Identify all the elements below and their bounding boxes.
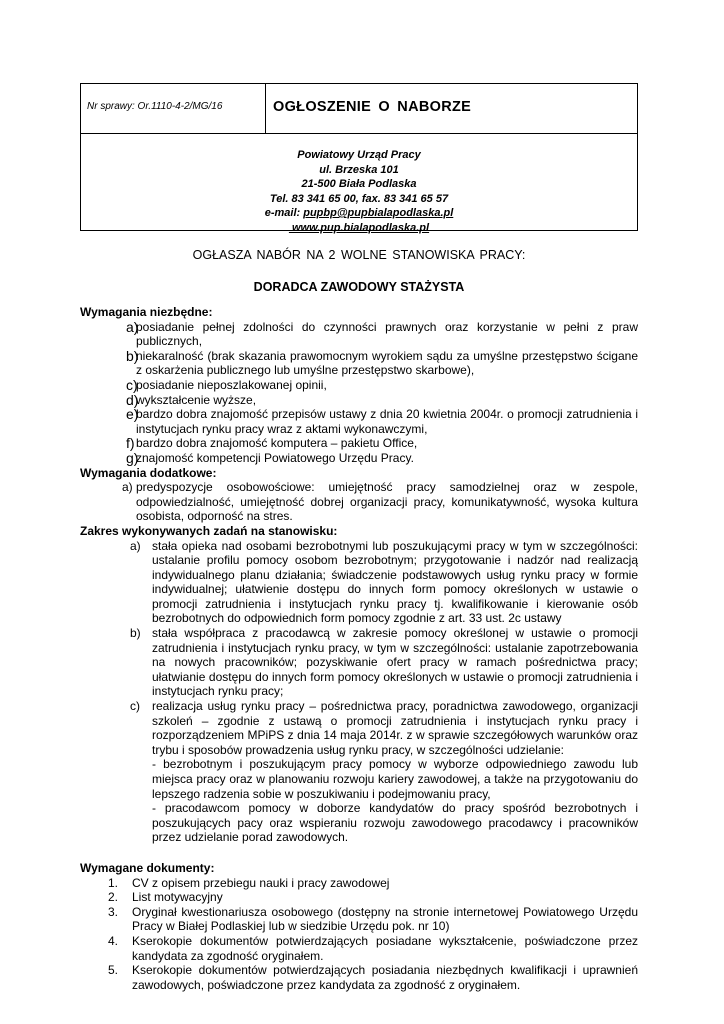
list-item-text: posiadanie nieposzlakowanej opinii, [136, 377, 327, 392]
list-item-text: predyspozycje osobowościowe: umiejętność pracy samodzielnej oraz w zespole, odpowiedzialność, umiejętność dobrej organizacji pracy, komunikatywność, wysoka kultura osobista, odporność na stres. [136, 480, 638, 524]
document-body [80, 305, 638, 992]
list-item [80, 349, 638, 378]
case-number: Nr sprawy: Or.1110-4-2/MG/16 [87, 101, 223, 112]
list-item-text: bardzo dobra znajomość przepisów ustawy z dnia 20 kwietnia 2004r. o promocji zatrudnienia i instytucjach rynku pracy wraz z aktami wykonawczymi, [136, 407, 638, 436]
list-item [80, 378, 638, 393]
list-item-text: bardzo dobra znajomość komputera – pakietu Office, [136, 436, 418, 451]
list-item-label: g) [126, 449, 139, 466]
office-city: 21-500 Biała Podlaska [301, 178, 417, 190]
header-box [80, 83, 638, 234]
list-item-text: posiadanie pełnej zdolności do czynności prawnych oraz korzystanie w pełni z praw publicznych, [136, 319, 638, 349]
list-item-label: 5. [108, 963, 119, 978]
list-item-text: Kserokopie dokumentów potwierdzających posiadania niezbędnych kwalifikacji i uprawnień zawodowych, poświadczone przez kandydata za zgodność z oryginałem. [132, 963, 638, 992]
list-item [80, 963, 638, 992]
list-item [80, 451, 638, 466]
document-title: OGŁOSZENIE O NABORZE [273, 99, 472, 115]
list-item-label: 4. [108, 933, 119, 948]
documents-list [80, 876, 638, 993]
list-item [80, 393, 638, 408]
email-link[interactable]: pupbp@pupbialapodlaska.pl [303, 207, 454, 219]
list-item-text: Oryginał kwestionariusza osobowego (dostępny na stronie internetowej Powiatowego Urzędu Pracy w Białej Podlaskiej lub w siedzibie Urzędu pok. nr 10) [132, 904, 638, 934]
office-address-block [81, 148, 637, 235]
list-item [80, 699, 638, 757]
list-item-text: Kserokopie dokumentów potwierdzających posiadane wykształcenie, poświadczone przez kandydata za zgodność oryginałem. [132, 933, 638, 963]
list-item-label: a) [130, 538, 141, 553]
scope-heading: Zakres wykonywanych zadań na stanowisku: [80, 523, 338, 538]
scope-list [80, 539, 638, 758]
list-item-text: realizacja usług rynku pracy – pośrednictwa pracy, poradnictwa zawodowego, organizacji szkoleń – zgodnie z ustawą o promocji zatrudnienia i instytucjach rynku pracy i rozporządzeniem MPiPS z dnia 14 maja 2014r. z w sprawie szczegółowych warunków oraz trybu i sposobów prowadzenia usług rynku pracy, w szczególności udzielanie: [152, 699, 638, 757]
list-item-label: e) [126, 406, 139, 423]
list-item [80, 407, 638, 436]
requirements-list [80, 320, 638, 466]
website-link[interactable]: www.pup.bialapodlaska.pl [288, 221, 430, 234]
list-item-text: List motywacyjny [132, 890, 223, 905]
list-item [80, 480, 638, 524]
office-name: Powiatowy Urząd Pracy [297, 149, 421, 161]
header-divider-horizontal [81, 133, 637, 134]
list-item-text: niekaralność (brak skazania prawomocnym wyrokiem sądu za umyślne przestępstwo ścigane z oskarżenia publicznego lub umyślne przestępstwo skarbowe), [136, 348, 638, 378]
additional-list [80, 480, 638, 524]
position-title: DORADCA ZAWODOWY STAŻYSTA [253, 280, 465, 294]
scope-sub-list [80, 757, 638, 845]
list-item-text: stała opieka nad osobami bezrobotnymi lub poszukującymi pracy w tym w szczególności: ustalanie profilu pomocy osobom bezrobotnym; przygotowanie i nadzór nad realizacją indywidualnego planu działania; świadczenie podstawowych usług rynku pracy w formie indywidualnej; ułatwienie dostępu do innych form pomocy określonych w ustawie o promocji zatrudnienia i instytucjach rynku pracy tj. kwalifikowanie i kierowanie osób bezrobotnych do odpowiednich form pomocy zgodnie z art. 33 ust. 2c ustawy [152, 538, 638, 626]
list-item-label: c) [130, 699, 140, 714]
list-item [80, 890, 638, 905]
list-item-label: f) [126, 435, 135, 452]
list-item-label: 2. [108, 890, 119, 905]
office-street: ul. Brzeska 101 [319, 163, 399, 176]
list-item-text: stała współpraca z pracodawcą w zakresie pomocy określonej w ustawie o promocji zatrudnienia i instytucjach rynku pracy, w tym w szczególności: ustalanie zapotrzebowania na nowych pracowników; pozyskiwanie ofert pracy w ramach pośrednictwa pracy; ułatwianie dostępu do innych form pomocy określonych w ustawie o promocji zatrudnienia i instytucjach rynku pracy; [152, 626, 638, 699]
scope-sub-item: - pracodawcom pomocy w doborze kandydatów do pracy spośród bezrobotnych i poszukujących pacy oraz wspieraniu rozwoju zawodowego pracodawcy i pracowników przez udzielanie porad zawodowych. [152, 801, 638, 845]
additional-heading: Wymagania dodatkowe: [80, 465, 217, 480]
list-item-text: wykształcenie wyższe, [136, 392, 257, 407]
list-item-label: a) [122, 480, 133, 495]
list-item [80, 436, 638, 451]
list-item [80, 320, 638, 349]
list-item-label: b) [126, 347, 139, 364]
list-item-label: d) [126, 391, 139, 408]
announcement: OGŁASZA NABÓR NA 2 WOLNE STANOWISKA PRACY: [192, 248, 526, 262]
list-item-text: CV z opisem przebiegu nauki i pracy zawodowej [132, 875, 390, 890]
list-item-text: znajomość kompetencji Powiatowego Urzędu Pracy. [136, 450, 414, 465]
email-label: e-mail: [264, 207, 304, 219]
list-item-label: c) [126, 376, 138, 393]
list-item-label: a) [126, 318, 139, 335]
header-divider-vertical [265, 84, 266, 133]
office-email-line [81, 206, 637, 221]
list-item [80, 876, 638, 891]
list-item-label: b) [130, 626, 141, 641]
list-item [80, 934, 638, 963]
list-item [80, 539, 638, 627]
scope-sub-item: - bezrobotnym i poszukującym pracy pomocy w wyborze odpowiedniego zawodu lub miejsca pracy oraz w planowaniu rozwoju kariery zawodowej, a także na przygotowaniu do lepszego radzenia sobie w poszukiwaniu i podejmowaniu pracy, [152, 757, 638, 801]
office-phone: Tel. 83 341 65 00, fax. 83 341 65 57 [269, 192, 449, 205]
list-item-label: 1. [108, 875, 119, 890]
list-item [80, 905, 638, 934]
list-item [80, 626, 638, 699]
requirements-heading: Wymagania niezbędne: [80, 305, 213, 319]
list-item-label: 3. [108, 904, 119, 919]
documents-heading: Wymagane dokumenty: [80, 860, 215, 875]
